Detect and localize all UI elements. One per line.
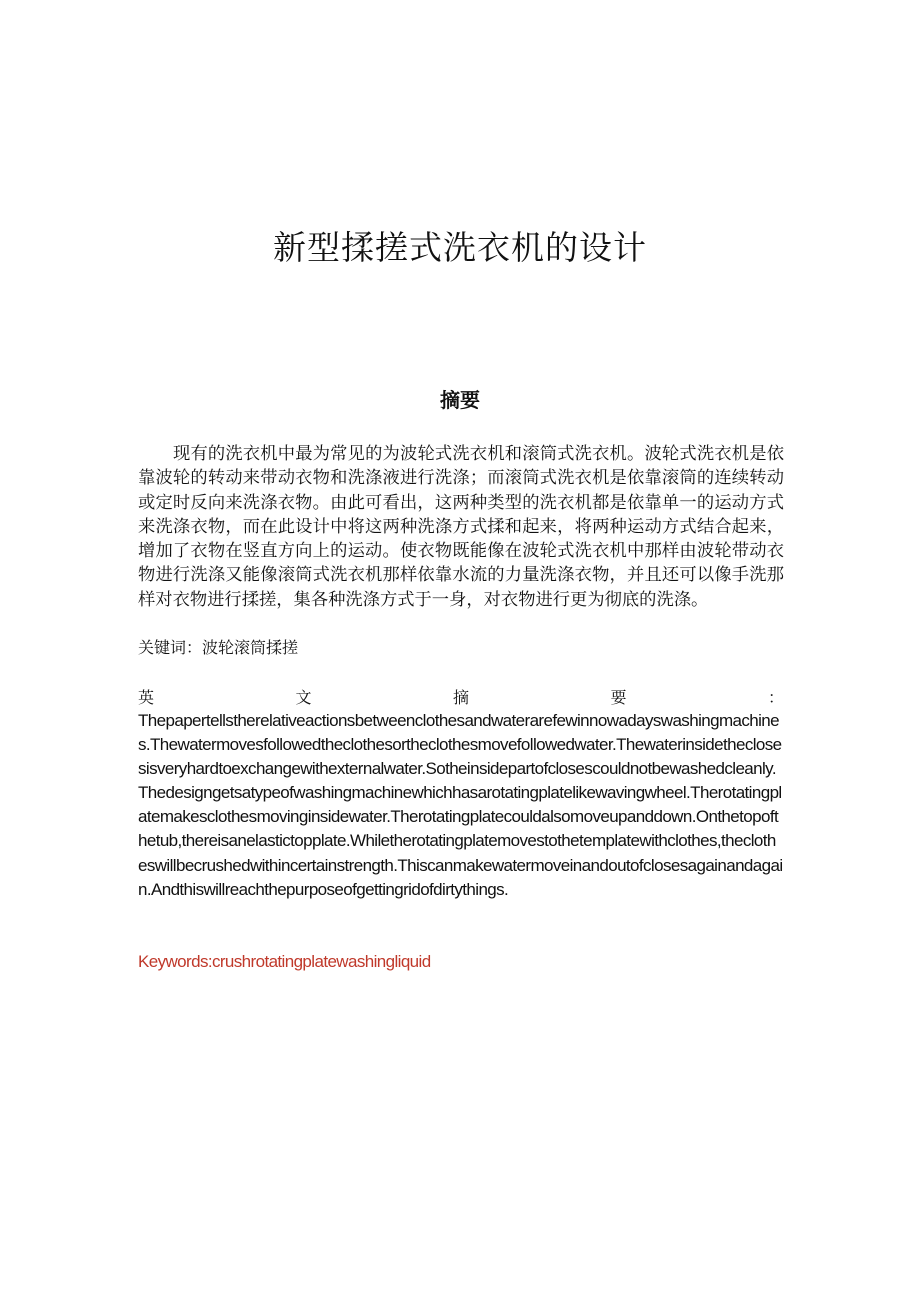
keywords-english: Keywords:crushrotatingplatewashingliquid bbox=[138, 952, 431, 971]
page-title: 新型揉搓式洗衣机的设计 bbox=[273, 228, 647, 267]
english-abstract-heading-char: 英 bbox=[138, 688, 155, 707]
abstract-english: Thepapertellstherelativeactionsbetweenclothesandwaterarefewinnowadayswashingmachines.Thewatermovesfollowedtheclothesortheclothesmovefollowedwater.Thewaterinsidetheclosesisveryhardtoexchangewithexternalwater.Sotheinsidepartofclosescouldnotbewashedcleanly.Thedesigngetsatypeofwashingmachinewhichhasarotatingplatelikewavingwheel.Therotatingplatemakesclothesmovinginsidewater.Therotatingplatecouldalsomoveupanddown.Onthetopofthetub,thereisanelastictopplate.Whiletherotatingplatemovestothetemplatewithclothes,theclotheswillbecrushedwithincertainstrength.Thiscanmakewatermoveinandoutofclosesagainandagain.Andthiswillreachthepurposeofgettingridofdirtythings. bbox=[138, 711, 783, 899]
abstract-heading: 摘要 bbox=[440, 388, 480, 412]
english-abstract-heading bbox=[138, 686, 784, 710]
english-abstract-heading-char: 文 bbox=[295, 688, 312, 707]
english-abstract-heading-char: 摘 bbox=[452, 688, 469, 707]
keywords-chinese: 关键词：波轮滚筒揉搓 bbox=[138, 638, 299, 657]
english-abstract-heading-char: 要 bbox=[610, 688, 627, 707]
abstract-chinese: 现有的洗衣机中最为常见的为波轮式洗衣机和滚筒式洗衣机。波轮式洗衣机是依靠波轮的转动来带动衣物和洗涤液进行洗涤；而滚筒式洗衣机是依靠滚筒的连续转动或定时反向来洗涤衣物。由此可看出，这两种类型的洗衣机都是依靠单一的运动方式来洗涤衣物，而在此设计中将这两种洗涤方式揉和起来，将两种运动方式结合起来，增加了衣物在竖直方向上的运动。使衣物既能像在波轮式洗衣机中那样由波轮带动衣物进行洗涤又能像滚筒式洗衣机那样依靠水流的力量洗涤衣物，并且还可以像手洗那样对衣物进行揉搓，集各种洗涤方式于一身，对衣物进行更为彻底的洗涤。 bbox=[138, 444, 784, 610]
english-abstract-heading-char: ： bbox=[767, 688, 784, 707]
